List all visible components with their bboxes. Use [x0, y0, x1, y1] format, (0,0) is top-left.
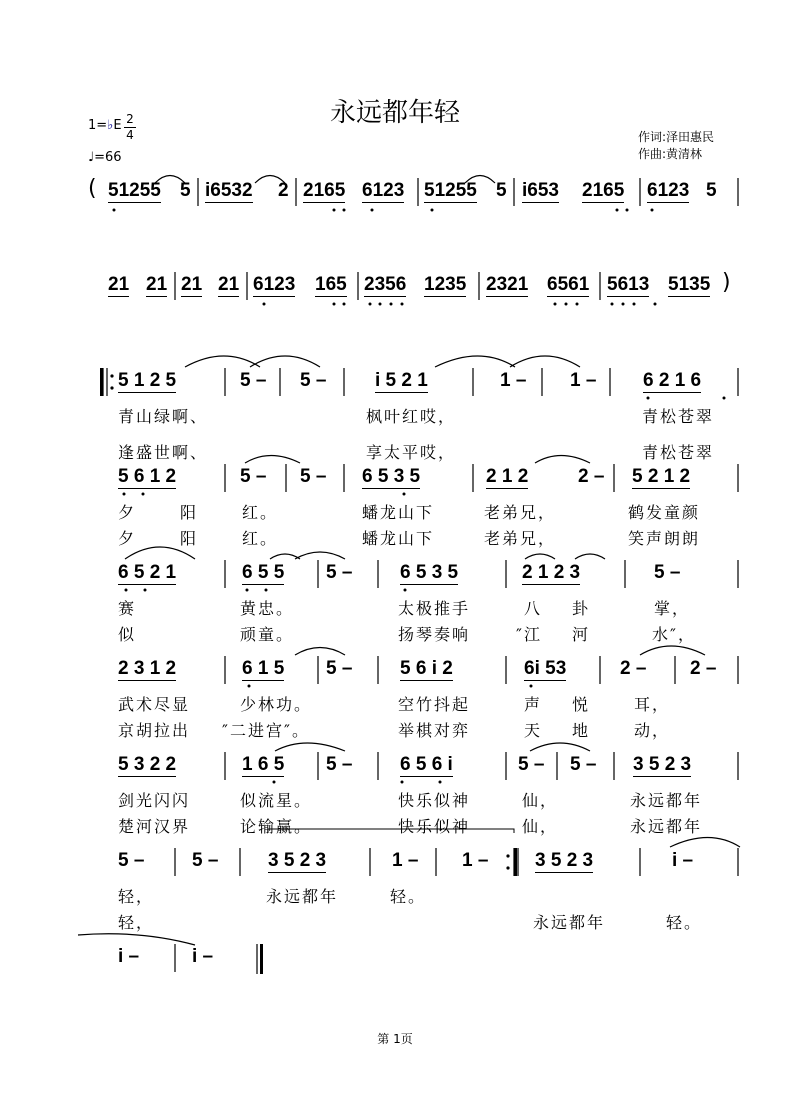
- note-group: 2 –: [690, 658, 717, 679]
- note-group: 5 –: [300, 466, 327, 487]
- lyric: 老弟兄，: [484, 503, 557, 522]
- note-group: 1235: [424, 274, 467, 295]
- final-barline: [260, 944, 263, 974]
- composer-credit: 作曲:黄清林: [638, 147, 703, 161]
- note-group: 2165: [582, 180, 625, 201]
- note-group: 5 2 1 2: [632, 466, 691, 487]
- lyric: 轻，: [118, 913, 155, 932]
- note-group: 5613: [607, 274, 650, 295]
- note-group: i –: [672, 850, 694, 871]
- lyric: 黄忠。: [240, 599, 295, 618]
- note-group: i –: [192, 946, 214, 967]
- lyric: 蟠龙山下: [362, 529, 435, 548]
- note-group: 6561: [547, 274, 590, 295]
- lyric: 太极推手: [398, 599, 471, 618]
- tempo-mark: ♩=66: [88, 150, 122, 165]
- note-group: 5 –: [326, 658, 353, 679]
- lyric: 红。: [242, 503, 279, 522]
- lyric: 鹤发童颜: [628, 503, 701, 522]
- lyric: 永远都年: [533, 913, 606, 932]
- note-group: i 5 2 1: [375, 370, 428, 391]
- lyric: 天: [524, 721, 543, 740]
- lyric: 赛: [118, 599, 137, 618]
- lyric: 青松苍翠: [642, 407, 715, 426]
- note-group: 5 –: [326, 754, 353, 775]
- lyric: 京胡拉出: [118, 721, 191, 740]
- lyric: 似流星。: [240, 791, 313, 810]
- note-group: 5: [180, 180, 191, 201]
- lyric: 顽童。: [240, 625, 295, 644]
- lyric: 永远都年: [266, 887, 339, 906]
- lyric: 少林功。: [240, 695, 313, 714]
- note-group: 5 –: [570, 754, 597, 775]
- note-group: 2 1 2: [486, 466, 529, 487]
- repeat-start-thick: [100, 368, 103, 396]
- lyric: 轻。: [666, 913, 703, 932]
- lyric: 逢盛世啊、: [118, 443, 209, 462]
- key-letter: E: [113, 118, 122, 133]
- lyric: 动，: [634, 721, 671, 740]
- lyric: 论输赢。: [240, 817, 313, 836]
- note-group: 1 –: [570, 370, 597, 391]
- note-group: 1 –: [392, 850, 419, 871]
- lyric: 仙，: [522, 817, 559, 836]
- lyric: 武术尽显: [118, 695, 191, 714]
- note-group: 51255: [108, 180, 161, 201]
- lyric: 扬琴奏响: [398, 625, 471, 644]
- note-group: 21: [218, 274, 240, 295]
- note-group: 6123: [253, 274, 296, 295]
- repeat-end-thick: [514, 848, 517, 876]
- note-group: 5 –: [118, 850, 145, 871]
- note-group: 5: [706, 180, 717, 201]
- song-title: 永远都年轻: [329, 98, 460, 128]
- time-denominator: 4: [126, 128, 134, 142]
- note-group: 5 –: [326, 562, 353, 583]
- note-group: 6123: [362, 180, 405, 201]
- intro-close-paren: ): [722, 270, 731, 295]
- lyric: 声: [524, 695, 543, 714]
- time-numerator: 2: [124, 112, 136, 128]
- note-group: 2 –: [620, 658, 647, 679]
- key-prefix: 1=: [88, 118, 108, 133]
- lyric: 枫叶红哎，: [366, 407, 457, 426]
- lyric: ″二进宫″。: [222, 721, 310, 740]
- note-group: 6i 53: [524, 658, 567, 679]
- note-group: 5135: [668, 274, 711, 295]
- lyric: 笑声朗朗: [628, 529, 701, 548]
- note-group: i653: [522, 180, 559, 201]
- note-group: 6 5 3 5: [362, 466, 421, 487]
- lyric: 老弟兄，: [484, 529, 557, 548]
- note-group: 2 1 2 3: [522, 562, 581, 583]
- lyric: 卦: [572, 599, 591, 618]
- note-group: 5 –: [300, 370, 327, 391]
- note-group: 2165: [303, 180, 346, 201]
- note-group: i –: [118, 946, 140, 967]
- lyric: 阳: [180, 503, 199, 522]
- note-group: 5 –: [518, 754, 545, 775]
- lyric: 八: [524, 599, 543, 618]
- note-group: 21: [108, 274, 130, 295]
- lyric: 快乐似神: [398, 817, 471, 836]
- lyric: 轻，: [118, 887, 155, 906]
- intro-open-paren: (: [88, 176, 97, 201]
- note-group: 5 –: [240, 370, 267, 391]
- lyric: 水″，: [652, 625, 696, 644]
- lyric: 享太平哎，: [366, 443, 457, 462]
- lyric: 空竹抖起: [398, 695, 471, 714]
- lyric: 青松苍翠: [642, 443, 715, 462]
- note-group: 5 6 1 2: [118, 466, 177, 487]
- note-group: 5 6 i 2: [400, 658, 453, 679]
- note-group: 2 3 1 2: [118, 658, 177, 679]
- note-group: 1 –: [500, 370, 527, 391]
- lyric: 似: [118, 625, 137, 644]
- note-group: 2356: [364, 274, 407, 295]
- lyric: 河: [572, 625, 591, 644]
- note-group: i6532: [205, 180, 253, 201]
- lyric: 仙，: [522, 791, 559, 810]
- lyric: 楚河汉界: [118, 817, 191, 836]
- lyric: 夕: [118, 503, 137, 522]
- note-group: 1 –: [462, 850, 489, 871]
- note-group: 5 3 2 2: [118, 754, 177, 775]
- flat-icon: ♭: [107, 118, 114, 133]
- lyric: 阳: [180, 529, 199, 548]
- note-group: 165: [315, 274, 347, 295]
- lyric: 举棋对弈: [398, 721, 471, 740]
- lyric: 永远都年: [630, 817, 703, 836]
- note-group: 2321: [486, 274, 529, 295]
- lyric: 快乐似神: [398, 791, 471, 810]
- note-group: 2: [278, 180, 289, 201]
- page-number: 第 1页: [377, 1032, 413, 1046]
- note-group: 21: [181, 274, 203, 295]
- lyricist-credit: 作词:泽田惠民: [638, 130, 715, 144]
- note-group: 6 5 6 i: [400, 754, 453, 775]
- note-group: 6 1 5: [242, 658, 285, 679]
- note-group: 51255: [424, 180, 477, 201]
- note-group: 6 5 5: [242, 562, 285, 583]
- note-group: 5 –: [240, 466, 267, 487]
- lyric: 耳，: [634, 695, 671, 714]
- lyric: 蟠龙山下: [362, 503, 435, 522]
- note-group: 21: [146, 274, 168, 295]
- lyric: ″江: [516, 625, 542, 644]
- note-group: 2 –: [578, 466, 605, 487]
- note-group: 3 5 2 3: [535, 850, 594, 871]
- note-group: 6123: [647, 180, 690, 201]
- note-group: 5 1 2 5: [118, 370, 177, 391]
- note-group: 6 2 1 6: [643, 370, 702, 391]
- note-group: 5 –: [654, 562, 681, 583]
- lyric: 夕: [118, 529, 137, 548]
- lyric: 永远都年: [630, 791, 703, 810]
- note-group: 3 5 2 3: [633, 754, 692, 775]
- note-group: 5: [496, 180, 507, 201]
- lyric: 剑光闪闪: [118, 791, 191, 810]
- note-group: 6 5 2 1: [118, 562, 177, 583]
- note-group: 5 –: [192, 850, 219, 871]
- lyric: 轻。: [390, 887, 427, 906]
- lyric: 青山绿啊、: [118, 407, 209, 426]
- lyric: 掌，: [654, 599, 691, 618]
- note-group: 6 5 3 5: [400, 562, 459, 583]
- lyric: 红。: [242, 529, 279, 548]
- lyric: 悦: [572, 695, 591, 714]
- note-group: 3 5 2 3: [268, 850, 327, 871]
- note-group: 1 6 5: [242, 754, 285, 775]
- lyric: 地: [572, 721, 591, 740]
